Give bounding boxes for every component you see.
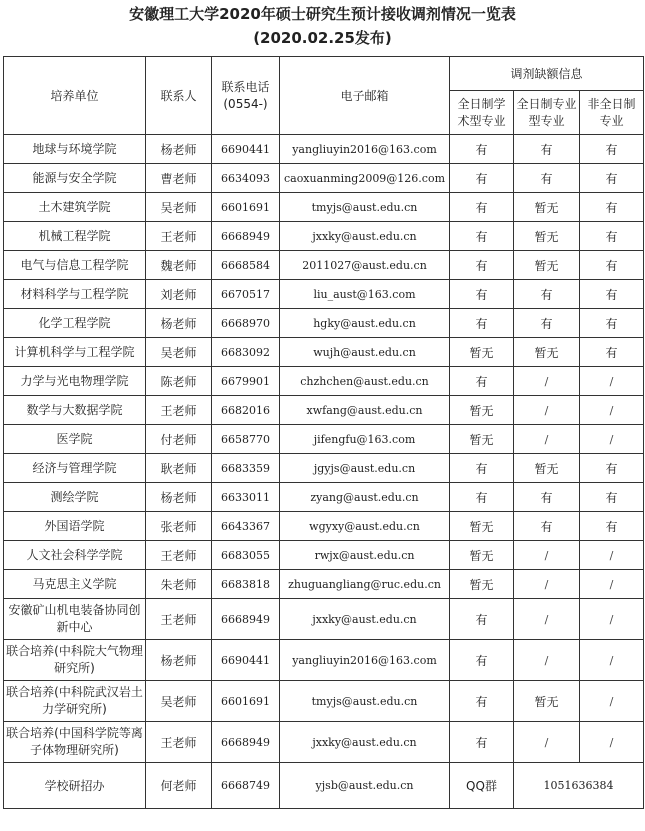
footer-qq-number: 1051636384 [514,763,644,809]
cell-parttime: 有 [580,280,644,309]
cell-academic: 有 [450,722,514,763]
cell-email: tmyjs@aust.edu.cn [280,681,450,722]
cell-professional: 有 [514,512,580,541]
table-row [4,640,644,681]
cell-academic: 暂无 [450,570,514,599]
cell-contact: 王老师 [146,222,212,251]
cell-parttime: 有 [580,222,644,251]
cell-unit: 马克思主义学院 [4,570,146,599]
cell-academic: 有 [450,681,514,722]
cell-email: tmyjs@aust.edu.cn [280,193,450,222]
footer-email: yjsb@aust.edu.cn [280,763,450,809]
cell-professional: 暂无 [514,454,580,483]
cell-professional: / [514,640,580,681]
cell-email: jxxky@aust.edu.cn [280,722,450,763]
cell-phone: 6683055 [212,541,280,570]
table-row [4,367,644,396]
cell-unit: 联合培养(中国科学院等离子体物理研究所) [4,722,146,763]
cell-academic: 有 [450,193,514,222]
cell-phone: 6683359 [212,454,280,483]
cell-professional: 有 [514,280,580,309]
cell-contact: 王老师 [146,722,212,763]
cell-professional: / [514,541,580,570]
footer-phone: 6668749 [212,763,280,809]
cell-professional: / [514,367,580,396]
cell-contact: 曹老师 [146,164,212,193]
cell-parttime: / [580,396,644,425]
cell-unit: 联合培养(中科院大气物理研究所) [4,640,146,681]
cell-unit: 外国语学院 [4,512,146,541]
cell-professional: 有 [514,309,580,338]
cell-email: hgky@aust.edu.cn [280,309,450,338]
header-contact: 联系人 [146,57,212,135]
cell-contact: 王老师 [146,541,212,570]
footer-contact: 何老师 [146,763,212,809]
cell-unit: 安徽矿山机电装备协同创新中心 [4,599,146,640]
cell-email: wgyxy@aust.edu.cn [280,512,450,541]
cell-parttime: 有 [580,512,644,541]
table-row [4,541,644,570]
cell-email: liu_aust@163.com [280,280,450,309]
cell-contact: 付老师 [146,425,212,454]
cell-phone: 6683818 [212,570,280,599]
cell-academic: 有 [450,599,514,640]
table-row [4,454,644,483]
cell-unit: 电气与信息工程学院 [4,251,146,280]
cell-parttime: / [580,570,644,599]
footer-unit: 学校研招办 [4,763,146,809]
cell-phone: 6668949 [212,222,280,251]
cell-parttime: 有 [580,193,644,222]
cell-phone: 6634093 [212,164,280,193]
cell-parttime: / [580,640,644,681]
cell-academic: 暂无 [450,541,514,570]
table-row [4,280,644,309]
cell-professional: 有 [514,164,580,193]
cell-contact: 陈老师 [146,367,212,396]
cell-unit: 机械工程学院 [4,222,146,251]
cell-professional: 有 [514,135,580,164]
cell-professional: / [514,599,580,640]
cell-contact: 杨老师 [146,640,212,681]
table-row [4,483,644,512]
cell-email: zyang@aust.edu.cn [280,483,450,512]
table-row [4,396,644,425]
cell-email: caoxuanming2009@126.com [280,164,450,193]
cell-phone: 6633011 [212,483,280,512]
cell-email: yangliuyin2016@163.com [280,135,450,164]
table-row [4,338,644,367]
cell-professional: 暂无 [514,193,580,222]
cell-phone: 6658770 [212,425,280,454]
cell-parttime: 有 [580,309,644,338]
cell-unit: 化学工程学院 [4,309,146,338]
cell-contact: 杨老师 [146,483,212,512]
cell-professional: / [514,425,580,454]
header-professional: 全日制专业型专业 [514,91,580,135]
cell-unit: 力学与光电物理学院 [4,367,146,396]
cell-phone: 6668949 [212,722,280,763]
cell-unit: 联合培养(中科院武汉岩土力学研究所) [4,681,146,722]
cell-email: jgyjs@aust.edu.cn [280,454,450,483]
cell-parttime: / [580,599,644,640]
cell-phone: 6690441 [212,640,280,681]
cell-parttime: / [580,681,644,722]
cell-phone: 6601691 [212,681,280,722]
cell-phone: 6679901 [212,367,280,396]
cell-academic: 有 [450,483,514,512]
cell-unit: 数学与大数据学院 [4,396,146,425]
cell-academic: 有 [450,309,514,338]
cell-email: xwfang@aust.edu.cn [280,396,450,425]
cell-academic: 有 [450,367,514,396]
cell-professional: / [514,570,580,599]
cell-academic: 有 [450,280,514,309]
cell-professional: 暂无 [514,338,580,367]
cell-parttime: 有 [580,251,644,280]
cell-unit: 能源与安全学院 [4,164,146,193]
table-row [4,425,644,454]
cell-academic: 暂无 [450,396,514,425]
cell-parttime: 有 [580,483,644,512]
header-academic: 全日制学术型专业 [450,91,514,135]
cell-academic: 暂无 [450,512,514,541]
cell-parttime: 有 [580,338,644,367]
cell-academic: 暂无 [450,338,514,367]
cell-academic: 有 [450,135,514,164]
cell-email: zhuguangliang@ruc.edu.cn [280,570,450,599]
cell-contact: 吴老师 [146,193,212,222]
header-phone-prefix: (0554-) [223,96,268,111]
header-quota: 调剂缺额信息 [450,57,644,91]
header-phone [212,57,280,135]
cell-phone: 6668949 [212,599,280,640]
table-row [4,251,644,280]
cell-contact: 张老师 [146,512,212,541]
cell-unit: 地球与环境学院 [4,135,146,164]
cell-parttime: / [580,722,644,763]
table-row [4,222,644,251]
cell-email: jifengfu@163.com [280,425,450,454]
page-title: 安徽理工大学2020年硕士研究生预计接收调剂情况一览表 [129,5,516,23]
cell-academic: 有 [450,640,514,681]
cell-email: jxxky@aust.edu.cn [280,222,450,251]
cell-email: rwjx@aust.edu.cn [280,541,450,570]
table-row [4,135,644,164]
table-row [4,722,644,763]
cell-email: jxxky@aust.edu.cn [280,599,450,640]
cell-academic: 有 [450,164,514,193]
cell-academic: 有 [450,251,514,280]
cell-contact: 杨老师 [146,309,212,338]
cell-email: chzhchen@aust.edu.cn [280,367,450,396]
cell-professional: 暂无 [514,681,580,722]
header-unit: 培养单位 [4,57,146,135]
header-parttime: 非全日制专业 [580,91,644,135]
cell-professional: / [514,722,580,763]
cell-contact: 魏老师 [146,251,212,280]
table-row [4,512,644,541]
cell-phone: 6683092 [212,338,280,367]
cell-professional: 暂无 [514,222,580,251]
cell-contact: 吴老师 [146,338,212,367]
cell-contact: 吴老师 [146,681,212,722]
cell-unit: 材料科学与工程学院 [4,280,146,309]
cell-parttime: 有 [580,454,644,483]
cell-phone: 6670517 [212,280,280,309]
cell-phone: 6682016 [212,396,280,425]
cell-phone: 6643367 [212,512,280,541]
cell-unit: 人文社会科学学院 [4,541,146,570]
cell-professional: / [514,396,580,425]
cell-parttime: 有 [580,135,644,164]
cell-unit: 经济与管理学院 [4,454,146,483]
page-subtitle: (2020.02.25发布) [253,29,392,47]
cell-phone: 6690441 [212,135,280,164]
table-row [4,193,644,222]
table-row [4,164,644,193]
cell-phone: 6601691 [212,193,280,222]
cell-academic: 有 [450,222,514,251]
cell-email: 2011027@aust.edu.cn [280,251,450,280]
cell-email: wujh@aust.edu.cn [280,338,450,367]
cell-email: yangliuyin2016@163.com [280,640,450,681]
cell-contact: 耿老师 [146,454,212,483]
cell-contact: 杨老师 [146,135,212,164]
cell-phone: 6668584 [212,251,280,280]
cell-parttime: / [580,367,644,396]
cell-unit: 医学院 [4,425,146,454]
footer-qq-label: QQ群 [450,763,514,809]
cell-academic: 有 [450,454,514,483]
header-phone-label: 联系电话 [221,79,270,94]
cell-professional: 有 [514,483,580,512]
cell-professional: 暂无 [514,251,580,280]
cell-unit: 计算机科学与工程学院 [4,338,146,367]
cell-contact: 王老师 [146,599,212,640]
cell-parttime: / [580,425,644,454]
cell-parttime: 有 [580,164,644,193]
cell-unit: 土木建筑学院 [4,193,146,222]
cell-phone: 6668970 [212,309,280,338]
table-row [4,570,644,599]
table-row [4,681,644,722]
cell-contact: 朱老师 [146,570,212,599]
table-row [4,309,644,338]
adjustment-table [3,56,644,809]
header-email: 电子邮箱 [280,57,450,135]
cell-contact: 刘老师 [146,280,212,309]
cell-unit: 测绘学院 [4,483,146,512]
cell-contact: 王老师 [146,396,212,425]
table-row [4,599,644,640]
cell-academic: 暂无 [450,425,514,454]
cell-parttime: / [580,541,644,570]
